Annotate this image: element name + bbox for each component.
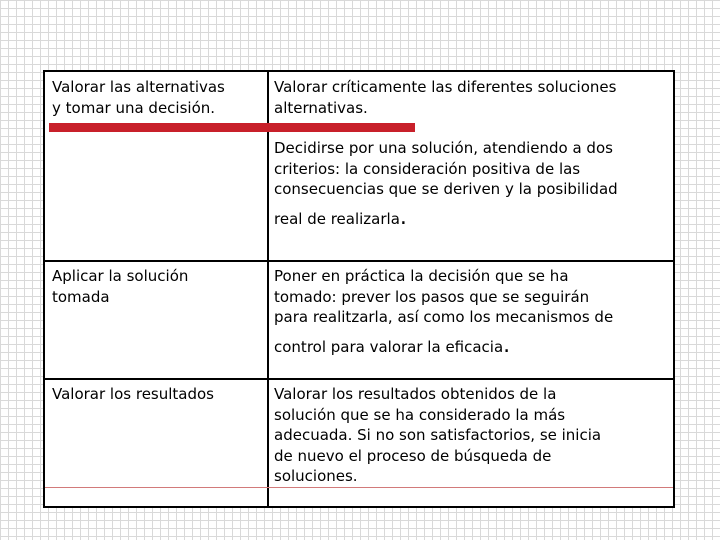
step-4-label xyxy=(52,384,214,405)
accent-bar xyxy=(49,123,415,132)
step-4-label-line: Valorar los resultados xyxy=(52,385,214,403)
step-2-period: . xyxy=(399,204,407,230)
step-4-description-line: de nuevo el proceso de búsqueda de xyxy=(274,446,552,465)
step-3-description-line: Poner en práctica la decisión que se ha xyxy=(274,267,569,285)
column-divider xyxy=(267,72,269,506)
step-1-description xyxy=(274,77,616,118)
row-divider xyxy=(45,378,673,380)
step-1-label-line: Valorar las alternativas xyxy=(52,78,225,96)
step-2-description xyxy=(274,138,618,229)
step-4-description xyxy=(274,384,601,487)
row-divider xyxy=(45,260,673,262)
step-3-label-line: Aplicar la solución xyxy=(52,267,189,285)
step-2-description-line: criterios: la consideración positiva de las xyxy=(274,159,581,178)
step-1-description-line: alternativas. xyxy=(274,98,368,117)
step-4-description-line: solución que se ha considerado la más xyxy=(274,405,566,424)
step-3-label-line: tomada xyxy=(52,287,110,306)
step-3-description-line: para realitzarla, así como los mecanismos de xyxy=(274,308,614,326)
step-4-description-line: adecuada. Si no son satisfactorios, se inicia xyxy=(274,426,602,444)
step-3-label xyxy=(52,266,188,307)
step-2-description-line: consecuencias que se deriven y la posibilidad xyxy=(274,180,618,198)
steps-table xyxy=(43,70,675,508)
step-4-description-line: Valorar los resultados obtenidos de la xyxy=(274,385,557,403)
step-1-description-line: Valorar críticamente las diferentes soluciones xyxy=(274,78,617,96)
row-divider-thin xyxy=(45,487,673,488)
step-3-description-text: control para valorar la eficacia xyxy=(274,337,504,356)
step-2-description-line: Decidirse por una solución, atendiendo a dos xyxy=(274,139,613,157)
step-2-description-text: real de realizarla xyxy=(274,209,400,228)
step-1-label xyxy=(52,77,225,118)
step-3-period: . xyxy=(503,332,511,358)
step-1-label-line: y tomar una decisión. xyxy=(52,98,216,117)
step-3-description-last-line xyxy=(274,332,613,358)
step-3-description xyxy=(274,266,613,357)
step-3-description-line: tomado: prever los pasos que se seguirán xyxy=(274,287,590,306)
step-4-description-line: soluciones. xyxy=(274,467,358,485)
step-2-description-last-line xyxy=(274,204,618,230)
